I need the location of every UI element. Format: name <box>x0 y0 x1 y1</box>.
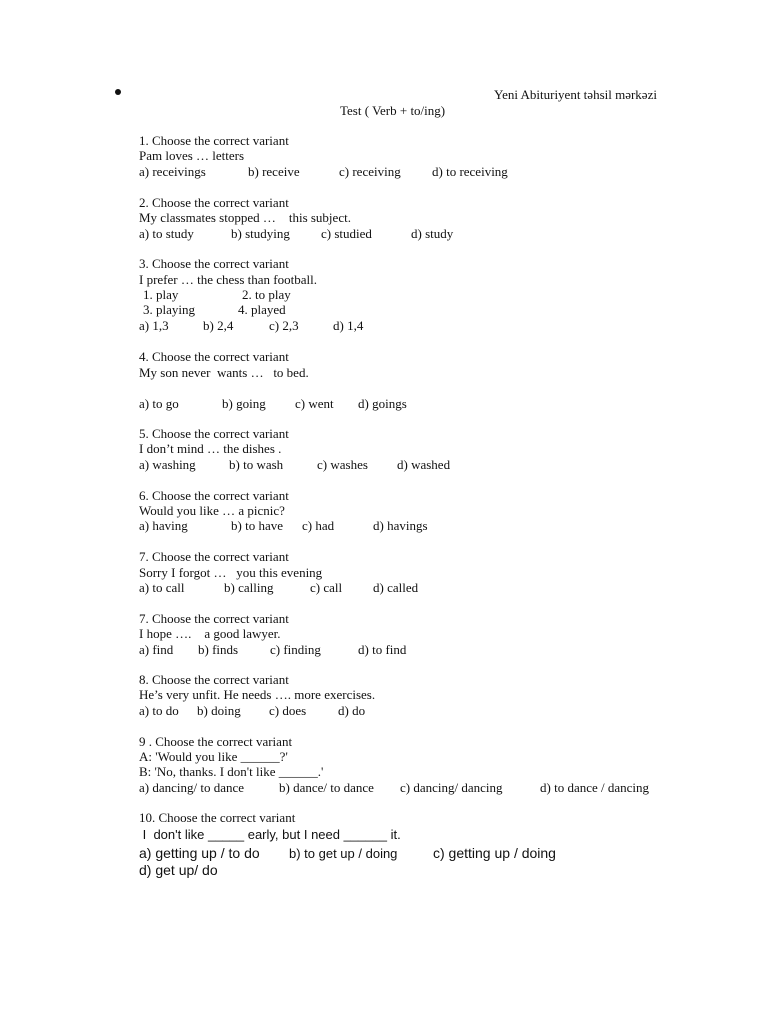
question-3-option-a: a) 1,3 <box>139 318 169 333</box>
question-7-option-a: a) to call <box>139 580 185 595</box>
question-10-option-a: a) getting up / to do <box>139 845 260 861</box>
question-8-option-c: c) does <box>269 703 307 718</box>
question-1-option-a: a) receivings <box>139 164 206 179</box>
question-8-option-b: b) doing <box>197 703 241 718</box>
question-7b-option-b: b) finds <box>198 642 239 657</box>
question-9-option-c: c) dancing/ dancing <box>400 780 503 795</box>
question-6-heading: 6. Choose the correct variant <box>139 488 289 503</box>
question-10-text: I don't like _____ early, but I need ______ it. <box>139 827 401 842</box>
question-9-option-a: a) dancing/ to dance <box>139 780 245 795</box>
question-4-option-c: c) went <box>295 396 334 411</box>
question-3-statement-3: 3. playing <box>143 302 195 317</box>
question-1-heading: 1. Choose the correct variant <box>139 133 289 148</box>
question-10-option-c: c) getting up / doing <box>433 845 556 861</box>
question-3-option-b: b) 2,4 <box>203 318 234 333</box>
question-6-text: Would you like … a picnic? <box>139 503 285 518</box>
question-9-heading: 9 . Choose the correct variant <box>139 734 293 749</box>
question-7b-option-c: c) finding <box>270 642 321 657</box>
school-name: Yeni Abituriyent təhsil mərkəzi <box>494 87 657 102</box>
question-5-option-d: d) washed <box>397 457 451 472</box>
question-2-heading: 2. Choose the correct variant <box>139 195 289 210</box>
question-9-option-d: d) to dance / dancing <box>540 780 650 795</box>
question-2-option-b: b) studying <box>231 226 290 241</box>
question-7b-option-d: d) to find <box>358 642 407 657</box>
question-8-option-d: d) do <box>338 703 366 718</box>
question-5-option-b: b) to wash <box>229 457 284 472</box>
question-4-text: My son never wants … to bed. <box>139 365 309 380</box>
question-8-text: He’s very unfit. He needs …. more exercises. <box>139 687 376 702</box>
question-6-option-a: a) having <box>139 518 188 533</box>
question-4-option-b: b) going <box>222 396 266 411</box>
question-4-option-d: d) goings <box>358 396 407 411</box>
question-1-option-c: c) receiving <box>339 164 401 179</box>
question-9-option-b: b) dance/ to dance <box>279 780 374 795</box>
question-2-text: My classmates stopped … this subject. <box>139 210 351 225</box>
question-4-option-a: a) to go <box>139 396 179 411</box>
question-7-option-c: c) call <box>310 580 343 595</box>
question-7-text: Sorry I forgot … you this evening <box>139 565 323 580</box>
question-8-heading: 8. Choose the correct variant <box>139 672 289 687</box>
question-3-statement-1: 1. play <box>143 287 179 302</box>
question-2-option-d: d) study <box>411 226 454 241</box>
question-1-text: Pam loves … letters <box>139 148 245 163</box>
question-7b-heading: 7. Choose the correct variant <box>139 611 289 626</box>
question-7-heading: 7. Choose the correct variant <box>139 549 289 564</box>
question-8-option-a: a) to do <box>139 703 179 718</box>
question-7b-option-a: a) find <box>139 642 174 657</box>
question-5-option-a: a) washing <box>139 457 196 472</box>
question-7-option-d: d) called <box>373 580 419 595</box>
question-2-option-c: c) studied <box>321 226 372 241</box>
question-5-heading: 5. Choose the correct variant <box>139 426 289 441</box>
question-10-heading: 10. Choose the correct variant <box>139 810 296 825</box>
question-4-heading: 4. Choose the correct variant <box>139 349 289 364</box>
question-6-option-b: b) to have <box>231 518 283 533</box>
test-title: Test ( Verb + to/ing) <box>340 103 446 118</box>
question-3-statement-2: 2. to play <box>242 287 291 302</box>
question-9-line-b: B: 'No, thanks. I don't like ______.' <box>139 764 324 779</box>
question-7-option-b: b) calling <box>224 580 274 595</box>
question-3-text: I prefer … the chess than football. <box>139 272 317 287</box>
question-9-line-a: A: 'Would you like ______?' <box>139 749 288 764</box>
question-3-option-c: c) 2,3 <box>269 318 299 333</box>
question-7b-text: I hope …. a good lawyer. <box>139 626 281 641</box>
question-6-option-d: d) havings <box>373 518 428 533</box>
question-5-option-c: c) washes <box>317 457 368 472</box>
question-3-statement-4: 4. played <box>238 302 286 317</box>
bullet-mark <box>115 89 121 95</box>
question-10-option-b: b) to get up / doing <box>289 846 398 861</box>
question-1-option-d: d) to receiving <box>432 164 508 179</box>
question-3-option-d: d) 1,4 <box>333 318 364 333</box>
question-2-option-a: a) to study <box>139 226 194 241</box>
question-5-text: I don’t mind … the dishes . <box>139 441 282 456</box>
question-1-option-b: b) receive <box>248 164 300 179</box>
question-10-option-d: d) get up/ do <box>139 862 218 878</box>
question-3-heading: 3. Choose the correct variant <box>139 256 289 271</box>
question-6-option-c: c) had <box>302 518 335 533</box>
